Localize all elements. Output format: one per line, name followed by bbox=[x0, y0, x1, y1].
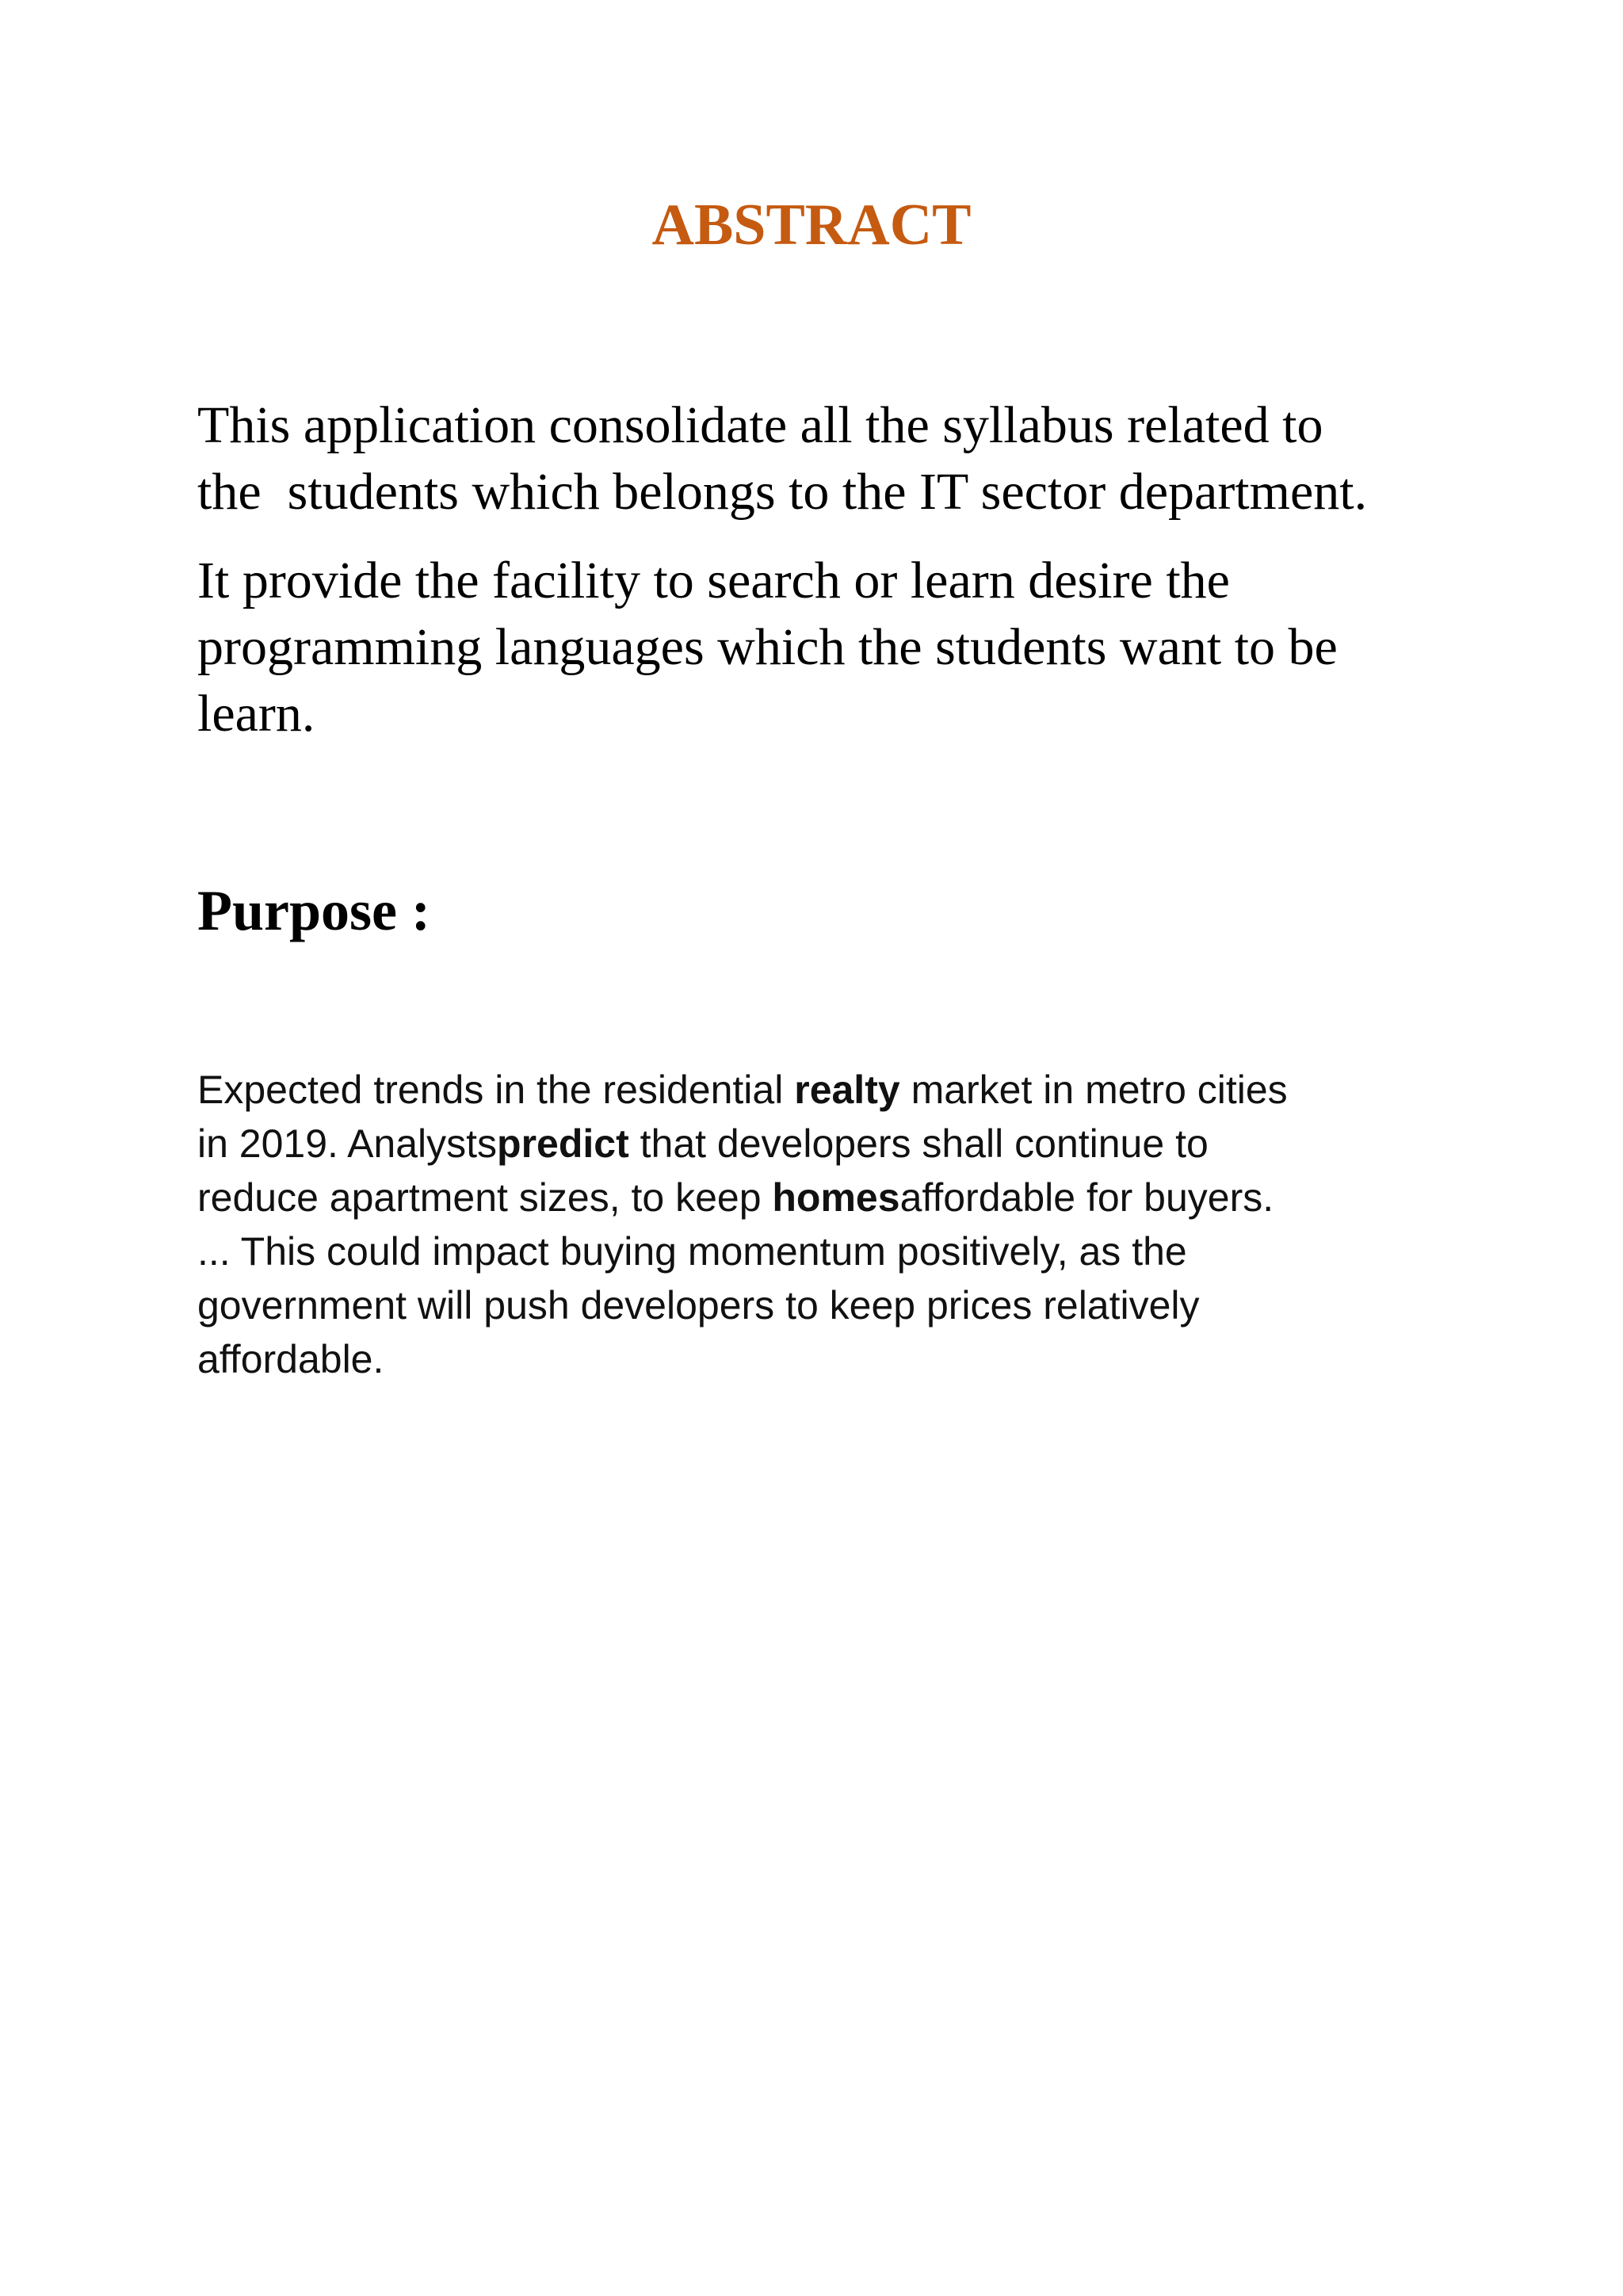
text-run: reduce apartment sizes, to keep bbox=[197, 1175, 773, 1220]
bold-term: realty bbox=[794, 1068, 900, 1112]
document-title: ABSTRACT bbox=[651, 193, 972, 258]
text-line: programming languages which the students want to be bbox=[197, 618, 1338, 676]
text-line: It provide the facility to search or learn desire the bbox=[197, 552, 1230, 609]
text-line bbox=[197, 1117, 1497, 1171]
text-run: market in metro cities bbox=[899, 1068, 1288, 1112]
text-line: affordable. bbox=[197, 1337, 384, 1381]
text-line: government will push developers to keep prices relatively bbox=[197, 1283, 1200, 1328]
text-line: the students which belongs to the IT sector department. bbox=[197, 463, 1368, 521]
text-run: in 2019. Analysts bbox=[197, 1121, 498, 1166]
text-run: Expected trends in the residential bbox=[197, 1068, 795, 1112]
abstract-paragraph-1 bbox=[197, 392, 1497, 525]
bold-term: predict bbox=[497, 1121, 629, 1166]
text-line: This application consolidate all the syllabus related to bbox=[197, 396, 1323, 454]
text-run: that developers shall continue to bbox=[628, 1121, 1209, 1166]
text-line: learn. bbox=[197, 685, 315, 743]
text-line bbox=[197, 1171, 1497, 1224]
abstract-paragraph-2 bbox=[197, 548, 1497, 747]
purpose-paragraph bbox=[197, 1063, 1497, 1386]
bold-term: homes bbox=[772, 1175, 900, 1220]
purpose-heading: Purpose : bbox=[197, 879, 430, 942]
text-run: affordable for buyers. bbox=[899, 1175, 1274, 1220]
text-line: ... This could impact buying momentum positively, as the bbox=[197, 1229, 1187, 1274]
text-line bbox=[197, 1063, 1497, 1117]
